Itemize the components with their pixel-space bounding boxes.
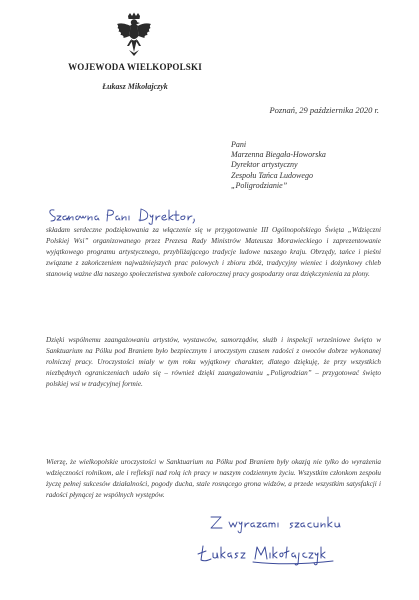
handwritten-signature: [195, 540, 345, 570]
recipient-line: „Poligrodzianie”: [231, 180, 288, 190]
official-name: Łukasz Mikołajczyk: [102, 82, 168, 91]
place-date: Poznań, 29 października 2020 r.: [269, 105, 379, 115]
recipient-line: Marzenna Biegała-Howorska: [231, 150, 326, 160]
recipient-address: [231, 140, 326, 191]
letter-paragraph: [46, 335, 381, 390]
paragraph-text: Dzięki wspólnemu zaangażowaniu artystów, wystawców, samorządów, służb i inspekcji wrześniowe święto w Sanktuarium na Pólku pod Braniem było bezpiecznym i uroczystym czasem radości z owoców dobrze wykonanej rolniczej pracy. Uroczystości miały w tym roku wyjątkowy charakter, dlatego dziękuję, że przy wszystkich niezbędnych ograniczeniach udało się – również dzięki zaangażowaniu „Poligrodzian” – przygotować święto polskiej wsi w tradycyjnej formie.: [46, 336, 381, 388]
polish-eagle-icon: [114, 12, 154, 60]
recipient-line: Dyrektor artystyczny: [231, 160, 298, 170]
recipient-line: Zespołu Tańca Ludowego: [231, 170, 313, 180]
recipient-line: Pani: [231, 140, 247, 149]
handwritten-closing: [205, 512, 360, 538]
institution-name: WOJEWODA WIELKOPOLSKI: [68, 62, 202, 72]
paragraph-text: Wierzę, że wielkopolskie uroczystości w Sanktuarium na Pólku pod Braniem były okazją nie tylko do wyrażenia wdzięczności rolnikom, ale i refleksji nad rolą ich pracy w naszym codziennym życiu. Wszystkim członkom zespołu życzę pełnej sukcesów działalności, pogody ducha, stale rosnącego grona widzów, a przede wszystkim satysfakcji i radości płynącej ze wspólnych występów.: [46, 458, 381, 499]
paragraph-text: składam serdeczne podziękowania za włączenie się w przygotowanie III Ogólnopolskiego Święta „Wdzięczni Polskiej Wsi” organizowanego przez Prezesa Rady Ministrów Mateusza Morawieckiego i zaprezentowanie wyjątkowego programu artystycznego, przybliżającego tradycje ludowe naszego kraju. Obrzędy, tańce i pieśni związane z zakończeniem najważniejszych prac polowych i zbioru zbóż, tradycyjny wieniec i dożynkowy chleb stanowią ważne dla naszego społeczeństwa symbole całorocznej pracy gospodarzy oraz dziękczynienia za plony.: [46, 226, 381, 278]
letter-paragraph: [46, 225, 381, 280]
letter-paragraph: [46, 457, 381, 501]
handwritten-salutation: [46, 204, 206, 226]
